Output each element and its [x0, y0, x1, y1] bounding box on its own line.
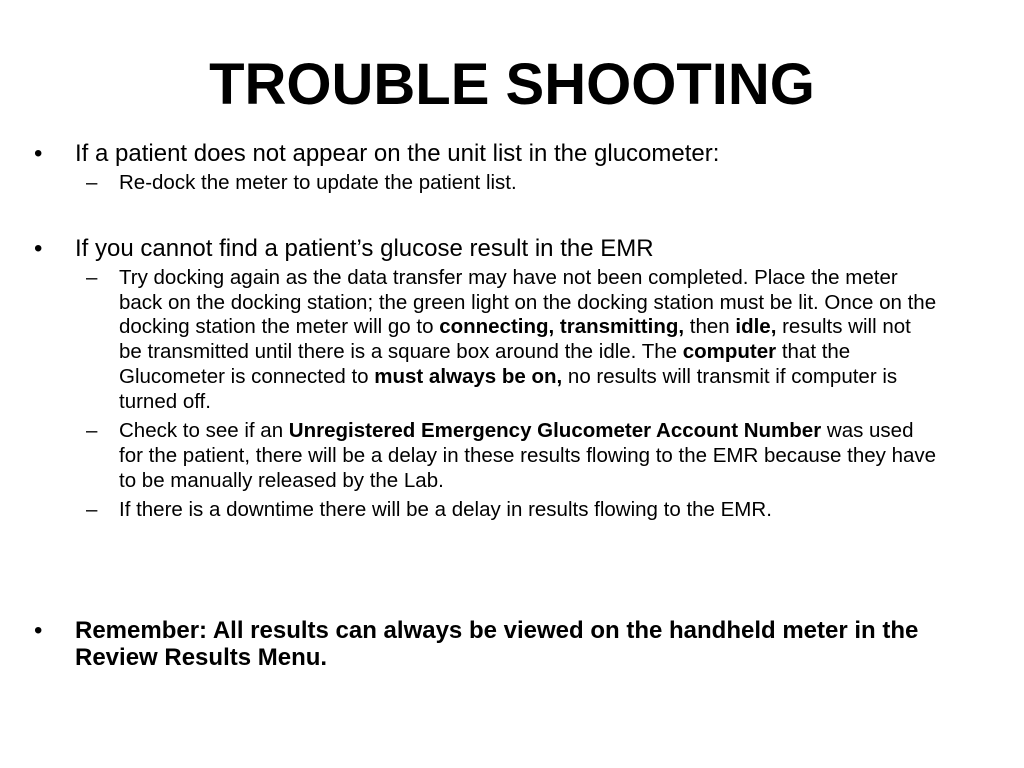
dash-marker: –	[86, 171, 98, 194]
sub-item-text: If there is a downtime there will be a delay in results flowing to the EMR.	[119, 498, 772, 522]
bullet-text: If you cannot find a patient’s glucose result in the EMR	[75, 235, 654, 262]
bold-run: connecting, transmitting,	[439, 315, 685, 339]
sub-item-redock	[86, 171, 939, 196]
bold-run: must always be on,	[374, 364, 563, 388]
bullet-remember	[34, 617, 954, 671]
sub-item-unregistered	[86, 419, 939, 493]
text-run: Check to see if an	[119, 419, 289, 443]
bullet-emr-result	[34, 235, 954, 528]
dash-marker: –	[86, 266, 98, 289]
bullet-marker: •	[34, 617, 43, 644]
text-run: Try docking again as the data transfer may have not been completed. Place the meter back on the docking station; the green light on the docking station must be lit. Once on the docking station the meter will go to	[119, 266, 937, 339]
bullet-marker: •	[34, 235, 43, 262]
bold-run: idle,	[735, 315, 777, 339]
bullet-text: If a patient does not appear on the unit list in the glucometer:	[75, 140, 720, 167]
slide-title: TROUBLE SHOOTING	[209, 52, 815, 117]
sub-item-text: Re-dock the meter to update the patient list.	[119, 171, 517, 194]
sub-item-docking	[86, 266, 939, 414]
text-run: no results will transmit if computer is turned off.	[119, 364, 898, 413]
bullet-marker: •	[34, 140, 43, 167]
sub-list	[86, 266, 954, 523]
dash-marker: –	[86, 419, 98, 443]
text-run: results will not be transmitted until there is a square box around the idle. The	[119, 315, 911, 364]
sub-item-downtime	[86, 498, 939, 523]
bullet-unit-list	[34, 140, 954, 201]
bold-run: Unregistered Emergency Glucometer Account Number	[288, 419, 822, 443]
sub-list	[86, 171, 954, 196]
bold-run: computer	[682, 340, 777, 364]
text-run: that the Glucometer is connected to	[119, 340, 851, 388]
text-run: then	[684, 315, 736, 339]
bullet-text: Remember: All results can always be viewed on the handheld meter in the Review Results Menu.	[75, 617, 919, 671]
text-run: was used for the patient, there will be a delay in these results flowing to the EMR because they have to be manually released by the Lab.	[119, 419, 937, 492]
dash-marker: –	[86, 498, 98, 522]
